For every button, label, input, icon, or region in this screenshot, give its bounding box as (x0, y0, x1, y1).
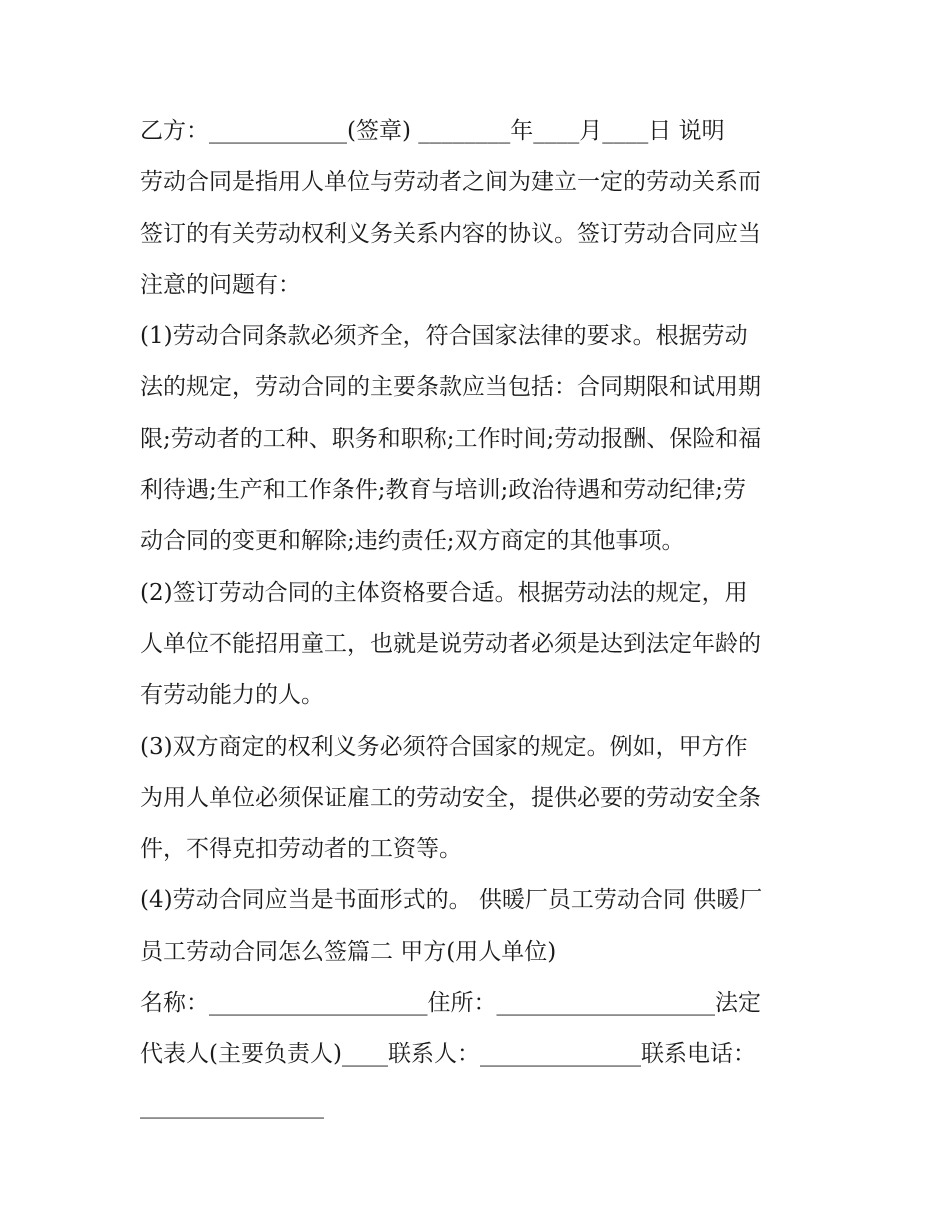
body-line: 有劳动能力的人。 (140, 682, 324, 709)
form-line-representative-contact: 代表人(主要负责人)____联系人：______________联系电话： (140, 1041, 756, 1068)
body-line: 为用人单位必须保证雇工的劳动安全，提供必要的劳动安全条 (140, 784, 761, 811)
body-line-item-2: (2)签订劳动合同的主体资格要合适。根据劳动法的规定，用 (140, 579, 748, 606)
body-line: 动合同的变更和解除;违约责任;双方商定的其他事项。 (140, 528, 685, 555)
form-line-name-address: 名称：___________________住所：___________________法定 (140, 990, 761, 1017)
body-line: 人单位不能招用童工，也就是说劳动者必须是达到法定年龄的 (140, 630, 761, 657)
signature-line-party-b: 乙方：____________(签章) ________年____月____日 说明 (140, 118, 725, 144)
body-line: 限;劳动者的工种、职务和职称;工作时间;劳动报酬、保险和福 (140, 425, 762, 452)
body-line-item-4: (4)劳动合同应当是书面形式的。 供暖厂员工劳动合同 供暖厂 (140, 887, 763, 914)
body-line: 注意的问题有： (140, 271, 301, 298)
body-line: 签订的有关劳动权利义务关系内容的协议。签订劳动合同应当 (140, 220, 761, 247)
section-heading-party-a: 员工劳动合同怎么签篇二 甲方(用人单位) (140, 938, 557, 965)
body-line: 劳动合同是指用人单位与劳动者之间为建立一定的劳动关系而 (140, 169, 761, 196)
document-page (140, 106, 820, 1132)
form-line-phone-blank: ________________ (140, 1092, 324, 1119)
body-line-item-1: (1)劳动合同条款必须齐全，符合国家法律的要求。根据劳动 (140, 323, 748, 350)
body-line: 利待遇;生产和工作条件;教育与培训;政治待遇和劳动纪律;劳 (140, 477, 746, 504)
body-line: 件，不得克扣劳动者的工资等。 (140, 836, 462, 863)
body-line-item-3: (3)双方商定的权利义务必须符合国家的规定。例如，甲方作 (140, 733, 748, 760)
body-line: 法的规定，劳动合同的主要条款应当包括：合同期限和试用期 (140, 374, 761, 401)
